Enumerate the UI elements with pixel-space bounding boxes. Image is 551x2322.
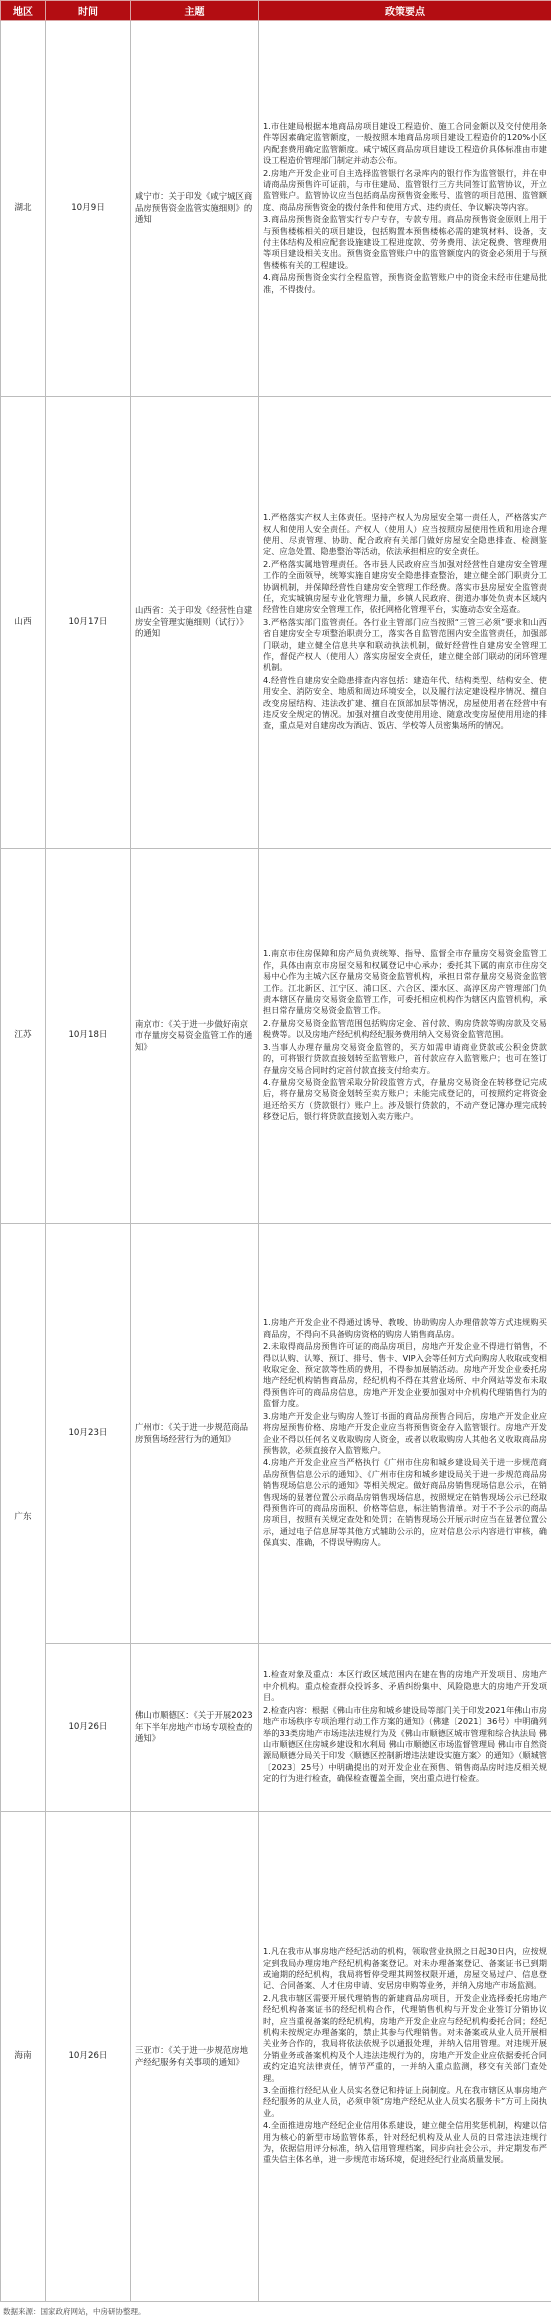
policy-point: 1.检查对象及重点：本区行政区域范围内在建在售的房地产开发项目、房地产中介机构。重点检查群众投诉多、矛盾纠纷集中、风险隐患大的房地产开发项目。 [263,1669,547,1703]
table-row [1,21,551,397]
table-row [1,1812,551,2302]
policy-point: 3.严格落实部门监管责任。各行业主管部门应当按照“三管三必须”要求和山西省自建房安全专项整治职责分工，落实各自监管范围内安全监管责任，加强部门联动，建立健全信息共享和联动执法机制，做好经营性自建房安全管理工作，督促产权人（使用人）落实房屋安全责任，建立健全部门联动的闭环管理机制。 [263,616,547,673]
table-header-row [1,1,551,21]
region-cell: 山西 [1,397,46,849]
policy-point: 2.存量房交易资金监管范围包括购房定金、首付款、购房贷款等购房款及交易税费等。以及房地产经纪机构经纪服务费用纳入交易资金监管范围。 [263,1017,547,1040]
table-row [1,397,551,849]
policy-point: 2.房地产开发企业可自主选择监管银行名录库内的银行作为监管银行，并在申请商品房预售许可证前，与市住建局、监管银行三方共同签订监管协议，开立监管账户。监管协议应当包括商品房预售资金账号、监管的项目范围、监管额度、商品房预售资金的拨付条件和使用方式、违约责任、争议解决等内容。 [263,167,547,212]
date-cell: 10月26日 [46,1644,131,1812]
data-source-note: 数据来源：国家政府网站，中房研协整理。 [3,2307,146,2316]
topic-cell: 广州市：《关于进一步规范商品房预售场经营行为的通知》 [131,1224,259,1644]
policy-point: 4.存量房交易资金监管采取分阶段监管方式，存量房交易资金在转移登记完成后，将存量房交易资金划转至卖方账户；未能完成登记的，可按照约定将资金退还给买方（贷款银行）账户上。涉及银行贷款的，不动产登记簿办理完成转移登记后，银行将贷款直接划入卖方账户。 [263,1076,547,1122]
date-cell: 10月9日 [46,21,131,397]
region-cell: 江苏 [1,849,46,1224]
policy-point: 4.经营性自建房安全隐患排查内容包括：建造年代、结构类型、结构安全、使用安全、消防安全、地质和周边环境安全，以及履行法定建设程序情况、擅自改变房屋结构、违法改扩建、擅自在顶部加层等情况，房屋使用者在经营中有违反安全规定的情况。加强对擅自改变使用用途、随意改变房屋使用用途的排查，重点是对自建房改为酒店、饭店、学校等人员密集场所的情况。 [263,674,547,731]
policy-point: 3.商品房预售资金监管实行专户专存，专款专用。商品房预售资金原则上用于与预售楼栋相关的项目建设，包括购置本预售楼栋必需的建筑材料、设备，支付主体结构及相应配套设施建设工程进度款、劳务费用、法定税费、管理费用等项目建设相关支出。预售资金监管账户中的监管额度内的资金必须用于与预售楼栋有关的工程建设。 [263,214,547,270]
points-cell [259,1224,551,1644]
policy-point: 3.当事人办理存量房交易资金监管的，买方如需申请商业贷款或公积金贷款的，可将银行贷款直接划转至监管账户，首付款应存入监管账户；也可在签订存量房交易合同时约定首付款直接支付给卖方。 [263,1041,547,1075]
policy-point: 2.凡我市辖区需要开展代理销售的新建商品房项目，开发企业选择委托房地产经纪机构备案证书的经纪机构合作，代理销售机构与开发企业签订分销协议时，应当重视备案的经纪机构，房地产开发企业应与经纪机构委托合同；经纪机构未按规定办理备案的，禁止其参与代理销售。对未备案或从业人员开展相关业务合作的，我局将依法依规予以通报处理，并纳入信用管理。对违规开展分销业务或备案机构及个人违法违规行为的，房地产开发企业应依据委托合同或约定追究法律责任，情节严重的，一并纳入重点监测，移交有关部门查处理。 [263,1992,547,2083]
policy-point: 3.房地产开发企业与购房人签订书面的商品房预售合同后，房地产开发企业应将房屋预售价格、房地产开发企业应当将预售资金存入监管银行。房地产开发企业不得以任何名义收取购房人资金，或者以收取购房人其他名义收取商品房预售款，必须直接存入监管账户。 [263,1410,547,1455]
topic-cell: 山西省：关于印发《经营性自建房安全管理实施细则（试行）》的通知 [131,397,259,849]
date-cell: 10月23日 [46,1224,131,1644]
policy-point: 4.商品房预售资金实行全程监管，预售资金监管账户中的资金未经市住建局批准，不得拨付。 [263,272,547,294]
policy-point: 3.全面推行经纪从业人员实名登记和持证上岗制度。凡在我市辖区从事房地产经纪服务的从业人员，必须申领“房地产经纪从业人员实名服务卡”方可上岗执业。 [263,2085,547,2118]
policy-point: 4.全面推进房地产经纪企业信用体系建设，建立健全信用奖惩机制，构建以信用为核心的新型市场监管体系，针对经纪机构及从业人员的日常违法违规行为，依据信用评分标准，纳入信用管理档案，同步向社会公示，并定期发布严重失信主体名单，进一步规范市场环境，促进经纪行业高质量发展。 [263,2120,547,2165]
table-row [1,1224,551,1644]
points-cell [259,1644,551,1812]
date-cell: 10月18日 [46,849,131,1224]
points-cell [259,397,551,849]
header-region: 地区 [1,1,46,21]
policy-point: 1.南京市住房保障和房产局负责统筹、指导、监督全市存量房交易资金监管工作，具体由南京市房屋交易和权属登记中心承办；委托其下属的南京市住房交易中心作为主城六区存量房交易资金监管机构，承担日常存量房交易资金监管工作。江北新区、江宁区、浦口区、六合区、溧水区、高淳区房产管理部门负责本辖区存量房交易资金监管工作，可委托相应机构作为辖区内监管机构，承担日常存量房交易资金监管工作。 [263,948,547,1016]
points-cell [259,21,551,397]
region-cell: 湖北 [1,21,46,397]
topic-cell: 佛山市顺德区：《关于开展2023年下半年房地产市场专项检查的通知》 [131,1644,259,1812]
header-points: 政策要点 [259,1,551,21]
region-cell: 广东 [1,1224,46,1812]
policy-point: 1.严格落实产权人主体责任。坚持产权人为房屋安全第一责任人，严格落实产权人和使用人安全责任。产权人（使用人）应当按照房屋使用性质和用途合理使用、尽责管理、协助、配合政府有关部门做好房屋安全隐患排查、检测鉴定、应急处置、隐患整治等活动，依法承担相应的安全责任。 [263,512,547,557]
points-cell [259,849,551,1224]
policy-point: 2.严格落实属地管理责任。各市县人民政府应当加强对经营性自建房安全管理工作的全面领导，统筹实施自建房安全隐患排查整治，建立健全部门职责分工协调机制，并保障经营性自建房安全管理工作经费。落实市县房屋安全监管责任，充实城镇房屋专业化管理力量，乡镇人民政府、街道办事处负责本区域内经营性自建房安全管理工作，依托网格化管理平台，实施动态安全巡查。 [263,558,547,615]
topic-cell: 三亚市：《关于进一步规范房地产经纪服务有关事项的通知》 [131,1812,259,2302]
date-cell: 10月26日 [46,1812,131,2302]
topic-cell: 南京市：《关于进一步做好南京市存量房交易资金监管工作的通知》 [131,849,259,1224]
policy-point: 1.房地产开发企业不得通过诱导、教唆、协助购房人办理借款等方式违规购买商品房，不得向不具备购房资格的购房人销售商品房。 [263,1317,547,1339]
region-cell: 海南 [1,1812,46,2302]
policy-point: 2.检查内容：根据《佛山市住房和城乡建设局等部门关于印发2021年佛山市房地产市场秩序专项治理行动工作方案的通知》（佛建〔2021〕36号）中明确列举的33类房地产市场违法违规行为及《佛山市顺德区城市管理和综合执法局 佛山市顺德区住房城乡建设和水利局 佛山市顺德区市场监督管理局 佛山市自然资源局顺德分局关于印发〈顺德区控制新增违法建设实施方案〉的通知》（顺城管〔2023〕25号）中明确提出的对开发企业在预售、销售商品房时违反相关规定的行为进行检查，确保检查覆盖全面，突出重点进行检查。 [263,1704,547,1784]
header-topic: 主题 [131,1,259,21]
table-row [1,1644,551,1812]
header-date: 时间 [46,1,131,21]
topic-cell: 咸宁市：关于印发《咸宁城区商品房预售资金监管实施细则》的通知 [131,21,259,397]
points-cell [259,1812,551,2302]
policy-point: 4.房地产开发企业应当严格执行《广州市住房和城乡建设局关于进一步规范商品房预售信息公示的通知》、《广州市住房和城乡建设局关于进一步规范商品房销售现场信息公示的通知》等相关规定。做好商品房销售现场信息公示，在销售现场的显著位置公示商品房销售现场信息，按照规定在销售现场公示已经取得预售许可的商品房面积、价格等信息，标注销售清单。对于不予公示的商品房项目，按照有关规定查处和处罚；在销售现场公开展示时应当在显著位置公示，通过电子信息屏等其他方式辅助公示的，应对信息公示内容进行审核，确保真实、准确，不得误导购房人。 [263,1457,547,1548]
policy-point: 1.凡在我市从事房地产经纪活动的机构，领取营业执照之日起30日内，应按规定到我局办理房地产经纪机构备案登记。对未办理备案登记、备案证书已到期或逾期的经纪机构，我局将暂停受理其网签权限开通，房屋交易过户、信息登记、合同备案、人才住房申请、安居房申购等业务，并纳入房地产市场监测。 [263,1946,547,1991]
date-cell: 10月17日 [46,397,131,849]
policy-point: 2.未取得商品房预售许可证的商品房项目，房地产开发企业不得进行销售，不得以认购、认筹、预订、排号、售卡、VIP入会等任何方式向购房人收取或变相收取定金、预定款等性质的费用，不得参加展销活动。房地产开发企业委托房地产经纪机构销售商品房，经纪机构不得在其营业场所、中介网站等发布未取得预售许可的商品房信息，房地产开发企业要加强对中介机构代理销售行为的监督力度。 [263,1341,547,1409]
policy-point: 1.市住建局根据本地商品房项目建设工程造价、施工合同金额以及交付使用条件等因素确定监管额度，一般按照本地商品房项目建设工程造价的120%小区内配套费用确定监管额度。咸宁城区商品房项目建设工程造价具体标准由市建设工程造价管理部门制定并动态公布。 [263,120,547,166]
table-row [1,849,551,1224]
